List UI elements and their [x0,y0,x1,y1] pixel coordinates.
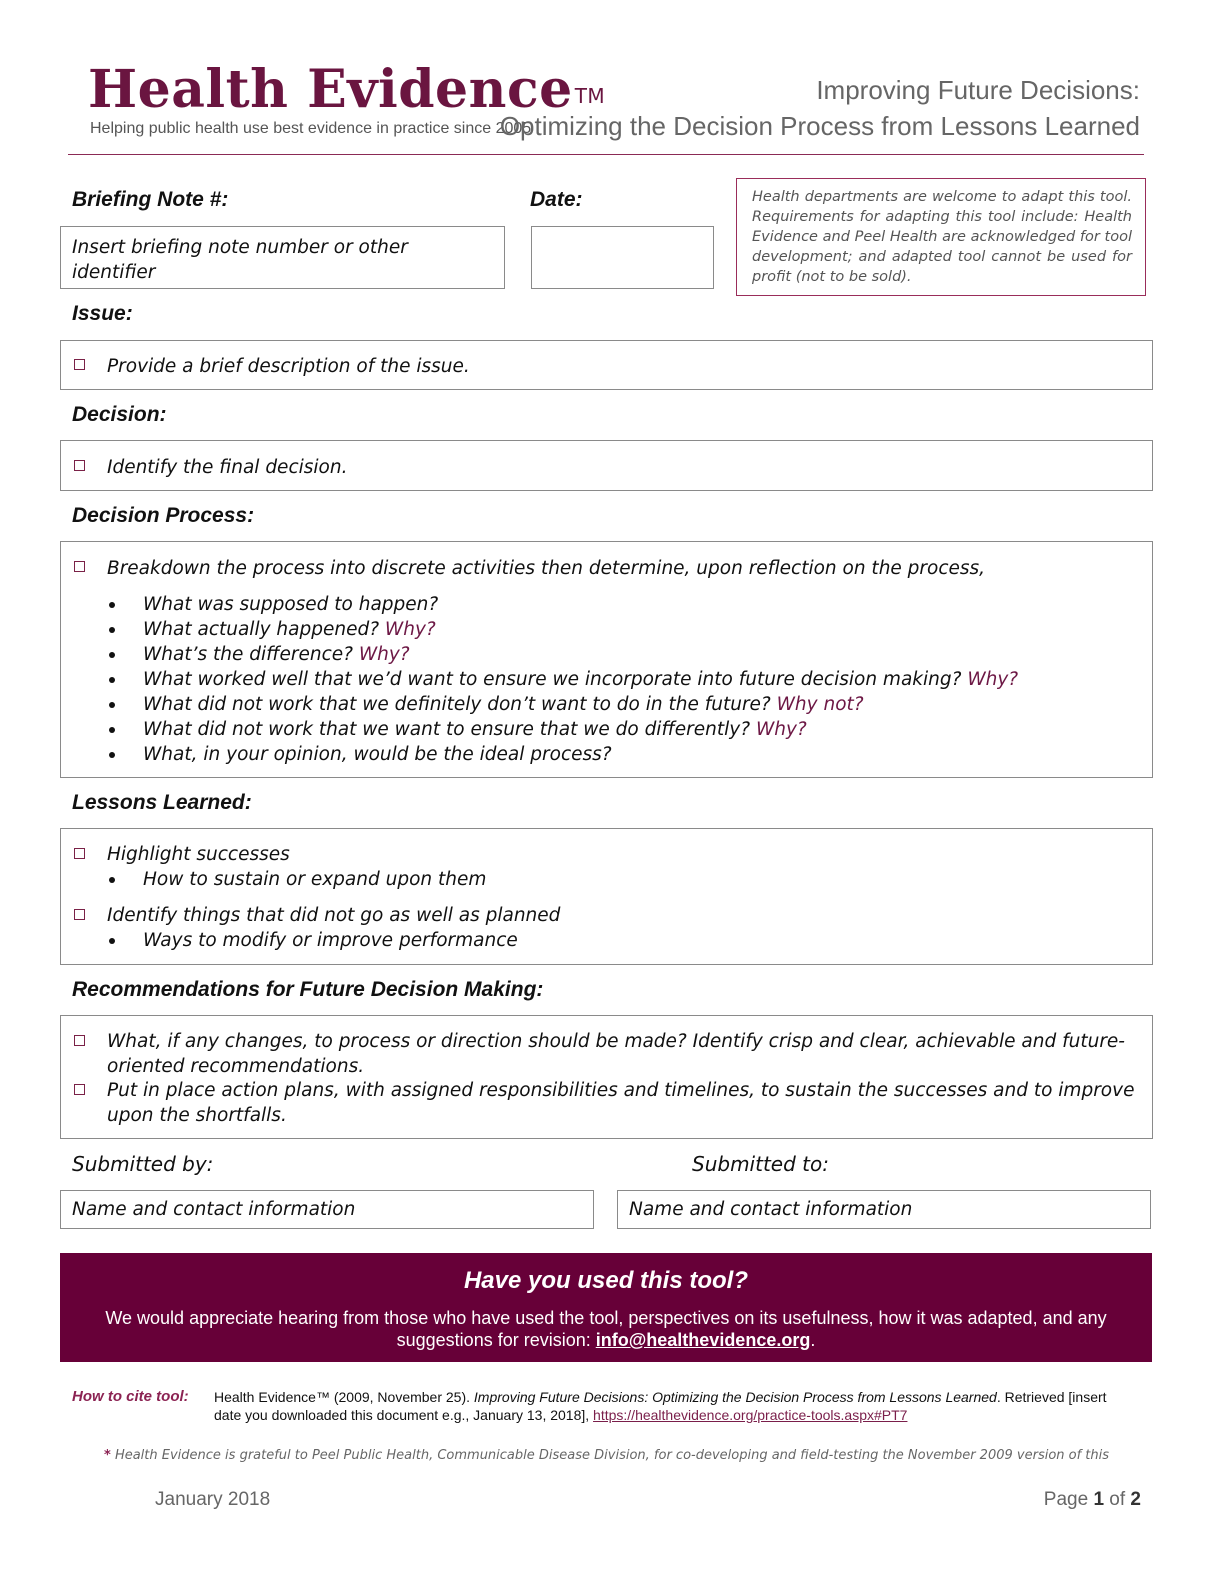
banner-text: We would appreciate hearing from those who have used the tool, perspectives on its usefulness, how it was adapted, and any suggestions for revision: info@healthevidence.org. [105,1308,1107,1350]
logo-tagline: Helping public health use best evidence in practice since 2005 [90,120,532,137]
issue-box[interactable] [60,340,1153,390]
checkbox-icon[interactable] [74,909,85,920]
lessons-item-1: Highlight successes [107,844,290,865]
submitted-by-value: Name and contact information [72,1199,356,1220]
recommendations-box[interactable] [60,1015,1153,1139]
checkbox-icon[interactable] [74,561,85,572]
trademark: TM [574,84,606,108]
feedback-banner [60,1253,1152,1362]
citation-link[interactable]: https://healthevidence.org/practice-tools.aspx#PT7 [593,1407,908,1423]
acknowledgement-note: * Health Evidence is grateful to Peel Public Health, Communicable Disease Division, for co-developing and field-testing the November 2009 version of this [104,1448,1110,1463]
list-item: What did not work that we definitely don’t want to do in the future? Why not? [143,692,1142,717]
submitted-by-field[interactable] [60,1190,594,1229]
lessons-learned-box[interactable] [60,828,1153,965]
banner-title: Have you used this tool? [463,1267,749,1294]
recommendation-item-2: Put in place action plans, with assigned responsibilities and timelines, to sustain the successes and to improve upon the shortfalls. [107,1080,1135,1126]
document-title-line-2: Optimizing the Decision Process from Lessons Learned [499,111,1140,141]
briefing-note-label: Briefing Note #: [72,188,229,211]
issue-item: Provide a brief description of the issue. [107,356,470,377]
recommendations-label: Recommendations for Future Decision Making: [72,978,544,1001]
header-divider [68,154,1144,155]
checkbox-icon[interactable] [74,359,85,370]
citation-text: Health Evidence™ (2009, November 25). Improving Future Decisions: Optimizing the Decision Process from Lessons Learned. Retrieved [insert date you downloaded this document e.g., January 13, 2018], https://healthevidence.org/practice-tools.aspx#PT7 [214,1389,1107,1423]
list-item: What actually happened? Why? [143,617,1142,642]
briefing-note-field[interactable] [60,226,505,289]
list-item: What’s the difference? Why? [143,642,1142,667]
decision-process-item: Breakdown the process into discrete activities then determine, upon reflection on the process, [107,558,986,579]
decision-box[interactable] [60,440,1153,491]
list-item: What was supposed to happen? [143,592,1142,617]
lessons-learned-label: Lessons Learned: [72,791,252,814]
decision-label: Decision: [72,403,167,426]
issue-label: Issue: [72,302,133,325]
list-item: What did not work that we want to ensure that we do differently? Why? [143,717,1142,742]
briefing-note-value: Insert briefing note number or other identifier [72,237,408,283]
decision-item: Identify the final decision. [107,457,348,478]
footer-date: January 2018 [155,1489,271,1510]
list-item: What worked well that we’d want to ensure we incorporate into future decision making? Why? [143,667,1142,692]
date-label: Date: [530,188,583,211]
decision-process-box[interactable] [60,541,1153,778]
document-title-line-1: Improving Future Decisions: [816,75,1140,105]
recommendation-item-1: What, if any changes, to process or direction should be made? Identify crisp and clear, achievable and future-oriented recommendations. [107,1031,1125,1077]
logo-text: Health Evidence [88,59,573,120]
date-field[interactable] [531,226,714,289]
submitted-to-field[interactable] [617,1190,1151,1229]
email-link[interactable]: info@healthevidence.org [595,1330,811,1350]
list-item: What, in your opinion, would be the ideal process? [143,742,1142,767]
page-number: Page 1 of 2 [1043,1489,1141,1510]
list-item: How to sustain or expand upon them [143,867,1142,892]
submitted-to-label: Submitted to: [692,1152,829,1176]
submitted-to-value: Name and contact information [629,1199,913,1220]
checkbox-icon[interactable] [74,1035,85,1046]
lessons-item-2: Identify things that did not go as well as planned [107,905,561,926]
checkbox-icon[interactable] [74,460,85,471]
checkbox-icon[interactable] [74,1084,85,1095]
submitted-by-label: Submitted by: [72,1152,214,1176]
decision-process-label: Decision Process: [72,504,255,527]
adaptation-notice: Health departments are welcome to adapt this tool. Requirements for adapting this tool include: Health Evidence and Peel Health are acknowledged for tool development; and adapted tool cannot be used for profit (not to be sold). [736,178,1146,296]
checkbox-icon[interactable] [74,848,85,859]
cite-label: How to cite tool: [72,1388,189,1405]
list-item: Ways to modify or improve performance [143,928,1142,953]
